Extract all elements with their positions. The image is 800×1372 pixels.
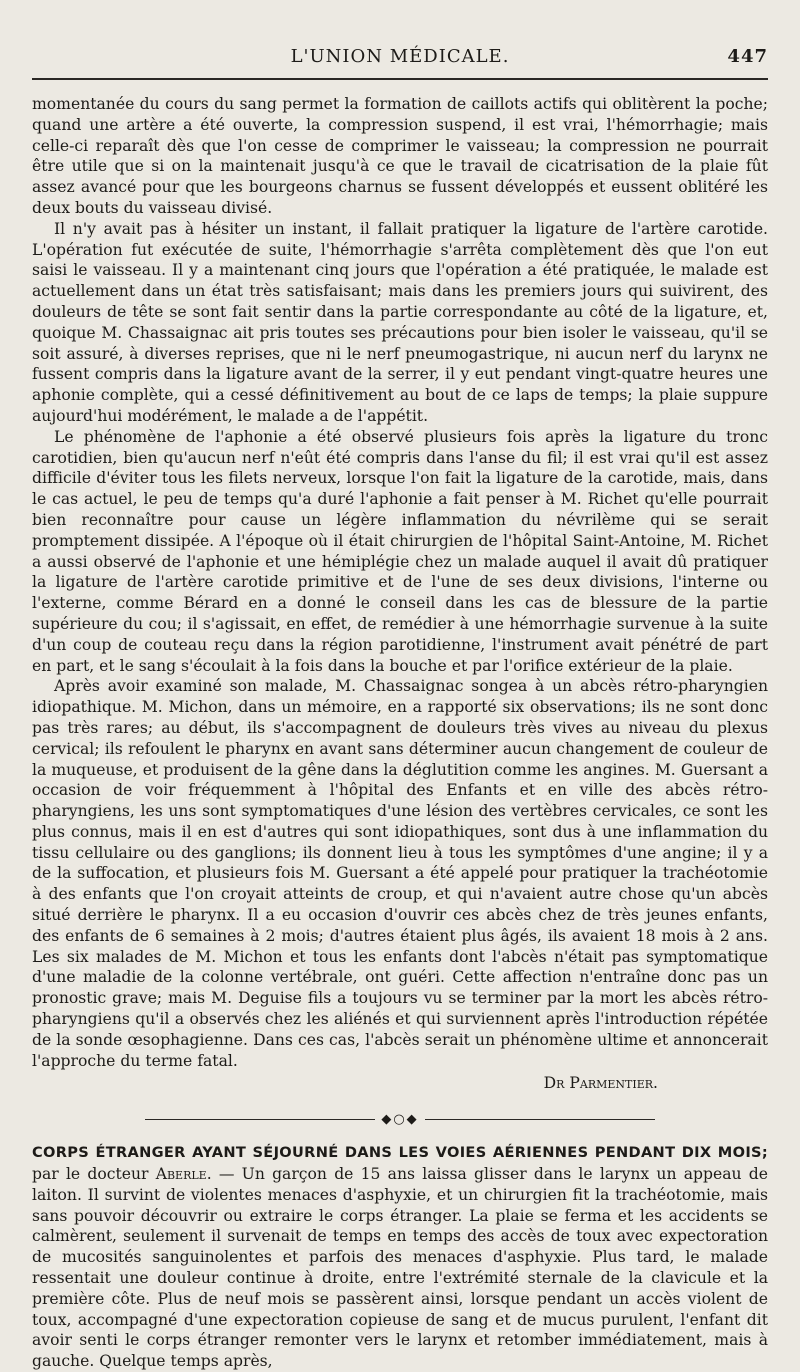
journal-title: L'UNION MÉDICALE. [290,46,510,67]
ornament-rule-right [425,1119,655,1120]
section-ornament [32,1108,768,1130]
running-head [32,46,768,76]
article2-heading: CORPS ÉTRANGER AYANT SÉJOURNÉ DANS LES VOIES AÉRIENNES PENDANT DIX MOIS; [32,1144,768,1162]
paragraph-ligature: Il n'y avait pas à hésiter un instant, il fallait pratiquer la ligature de l'artère carotide. L'opération fut exécutée de suite, l'hémorrhagie s'arrêta complètement dès que l'on eut saisi le vaisseau. Il y a maintenant cinq jours que l'opération a été pratiquée, le malade est actuellement dans un état très satisfaisant; mais dans les premiers jours qui suivirent, des douleurs de tête se sont fait sentir dans la partie correspondante au côté de la ligature, et, quoique M. Chassaignac ait pris toutes ses précautions pour bien isoler le vaisseau, qu'il se soit assuré, à diverses reprises, que ni le nerf pneumogastrique, ni aucun nerf du larynx ne fussent compris dans la ligature avant de la serrer, il y eut pendant vingt-quatre heures une aphonie complète, qui a cessé définitivement au bout de ce laps de temps; la plaie suppure aujourd'hui modérément, le malade a de l'appétit. [32,219,768,425]
paragraph-continuation: momentanée du cours du sang permet la formation de caillots actifs qui oblitèrent la poche; quand une artère a été ouverte, la compression suspend, il est vrai, l'hémorrhagie; mais celle-ci reparaît dès que l'on cesse de comprimer le vaisseau; la compression ne pourrait être utile que si on la maintenait jusqu'à ce que le travail de cicatrisation de la plaie fût assez avancé pour que les bourgeons charnus se fussent développés et eussent oblitéré les deux bouts du vaisseau divisé. [32,95,768,217]
ornament-rule-left [145,1119,375,1120]
article2-paragraph [32,1142,768,1372]
paragraph-abces: Après avoir examiné son malade, M. Chassaignac songea à un abcès rétro-pharyngien idiopathique. M. Michon, dans un mémoire, en a rapporté six observations; ils ne sont donc pas très rares; au début, ils s'accompagnent de douleurs très vives au niveau du plexus cervical; ils refoulent le pharynx en avant sans déterminer aucun changement de couleur de la muqueuse, et produisent de la gêne dans la déglutition comme les angines. M. Guersant a occasion de voir fréquemment à l'hôpital des Enfants et en ville des abcès rétro-pharyngiens, les uns sont symptomatiques d'une lésion des vertèbres cervicales, ce sont les plus connus, mais il en est d'autres qui sont idiopathiques, sont dus à une inflammation du tissu cellulaire ou des ganglions; ils donnent lieu à tous les symptômes d'une angine; il y a de la suffocation, et plusieurs fois M. Guersant a été appelé pour pratiquer la trachéotomie à des enfants que l'on croyait atteints de croup, et qui n'avaient autre chose qu'un abcès situé derrière le pharynx. Il a eu occasion d'ouvrir ces abcès chez de très jeunes enfants, des enfants de 6 semaines à 2 mois; d'autres étaient plus âgés, ils avaient 18 mois à 2 ans. Les six malades de M. Michon et tous les enfants dont l'abcès n'était pas symptomatique d'une maladie de la colonne vertébrale, ont guéri. Cette affection n'entraîne donc pas un pronostic grave; mais M. Deguise fils a toujours vu se terminer par la mort les abcès rétro-pharyngiens qu'il a observés chez les aliénés et qui surviennent après l'introduction répétée de la sonde œsophagienne. Dans ces cas, l'abcès serait un phénomène ultime et annoncerait l'approche du terme fatal. [32,677,768,1070]
page-number: 447 [727,46,768,67]
author-signature: Dr Parmentier. [543,1074,658,1093]
article2-body: . — Un garçon de 15 ans laissa glisser dans le larynx un appeau de laiton. Il survint de violentes menaces d'asphyxie, et un chirurgien fit la trachéotomie, mais sans pouvoir découvrir ou extraire le corps étranger. La plaie se ferma et les accidents se calmèrent, seulement il survenait de temps en temps des accès de toux avec expectoration de mucosités sanguinolentes et parfois des menaces d'asphyxie. Plus tard, le malade ressentait une douleur continue à droite, entre l'extrémité sternale de la clavicule et la première côte. Plus de neuf mois se passèrent ainsi, lorsque pendant un accès violent de toux, accompagné d'une expectoration copieuse de sang et de mucus purulent, l'enfant dit avoir senti le corps étranger remonter vers le larynx et retomber immédiatement, mais à gauche. Quelque temps après, [32,1165,768,1371]
article2-byline: par le docteur [32,1165,149,1184]
header-rule [32,78,768,80]
ornament-knot-icon: ◆○◆ [381,1111,419,1127]
article2-author: Aberle [155,1165,207,1184]
paragraph-aphonie: Le phénomène de l'aphonie a été observé plusieurs fois après la ligature du tronc carotidien, bien qu'aucun nerf n'eût été compris dans l'anse du fil; il est vrai qu'il est assez difficile d'éviter tous les filets nerveux, lorsque l'on fait la ligature de la carotide, mais, dans le cas actuel, le peu de temps qu'a duré l'aphonie a fait penser à M. Richet qu'elle pourrait bien reconnaître pour cause un légère inflammation du névrilème qui se serait promptement dissipée. A l'époque où il était chirurgien de l'hôpital Saint-Antoine, M. Richet a aussi observé de l'aphonie et une hémiplégie chez un malade auquel il avait dû pratiquer la ligature de l'artère carotide primitive et de l'une de ses deux divisions, l'interne ou l'externe, comme Bérard en a donné le conseil dans les cas de blessure de la partie supérieure du cou; il s'agissait, en effet, de remédier à une hémorrhagie survenue à la suite d'un coup de couteau reçu dans la région parotidienne, l'instrument avait pénétré de part en part, et le sang s'écoulait à la fois dans la bouche et par l'orifice extérieur de la plaie. [32,427,768,675]
article-body [32,94,768,1372]
